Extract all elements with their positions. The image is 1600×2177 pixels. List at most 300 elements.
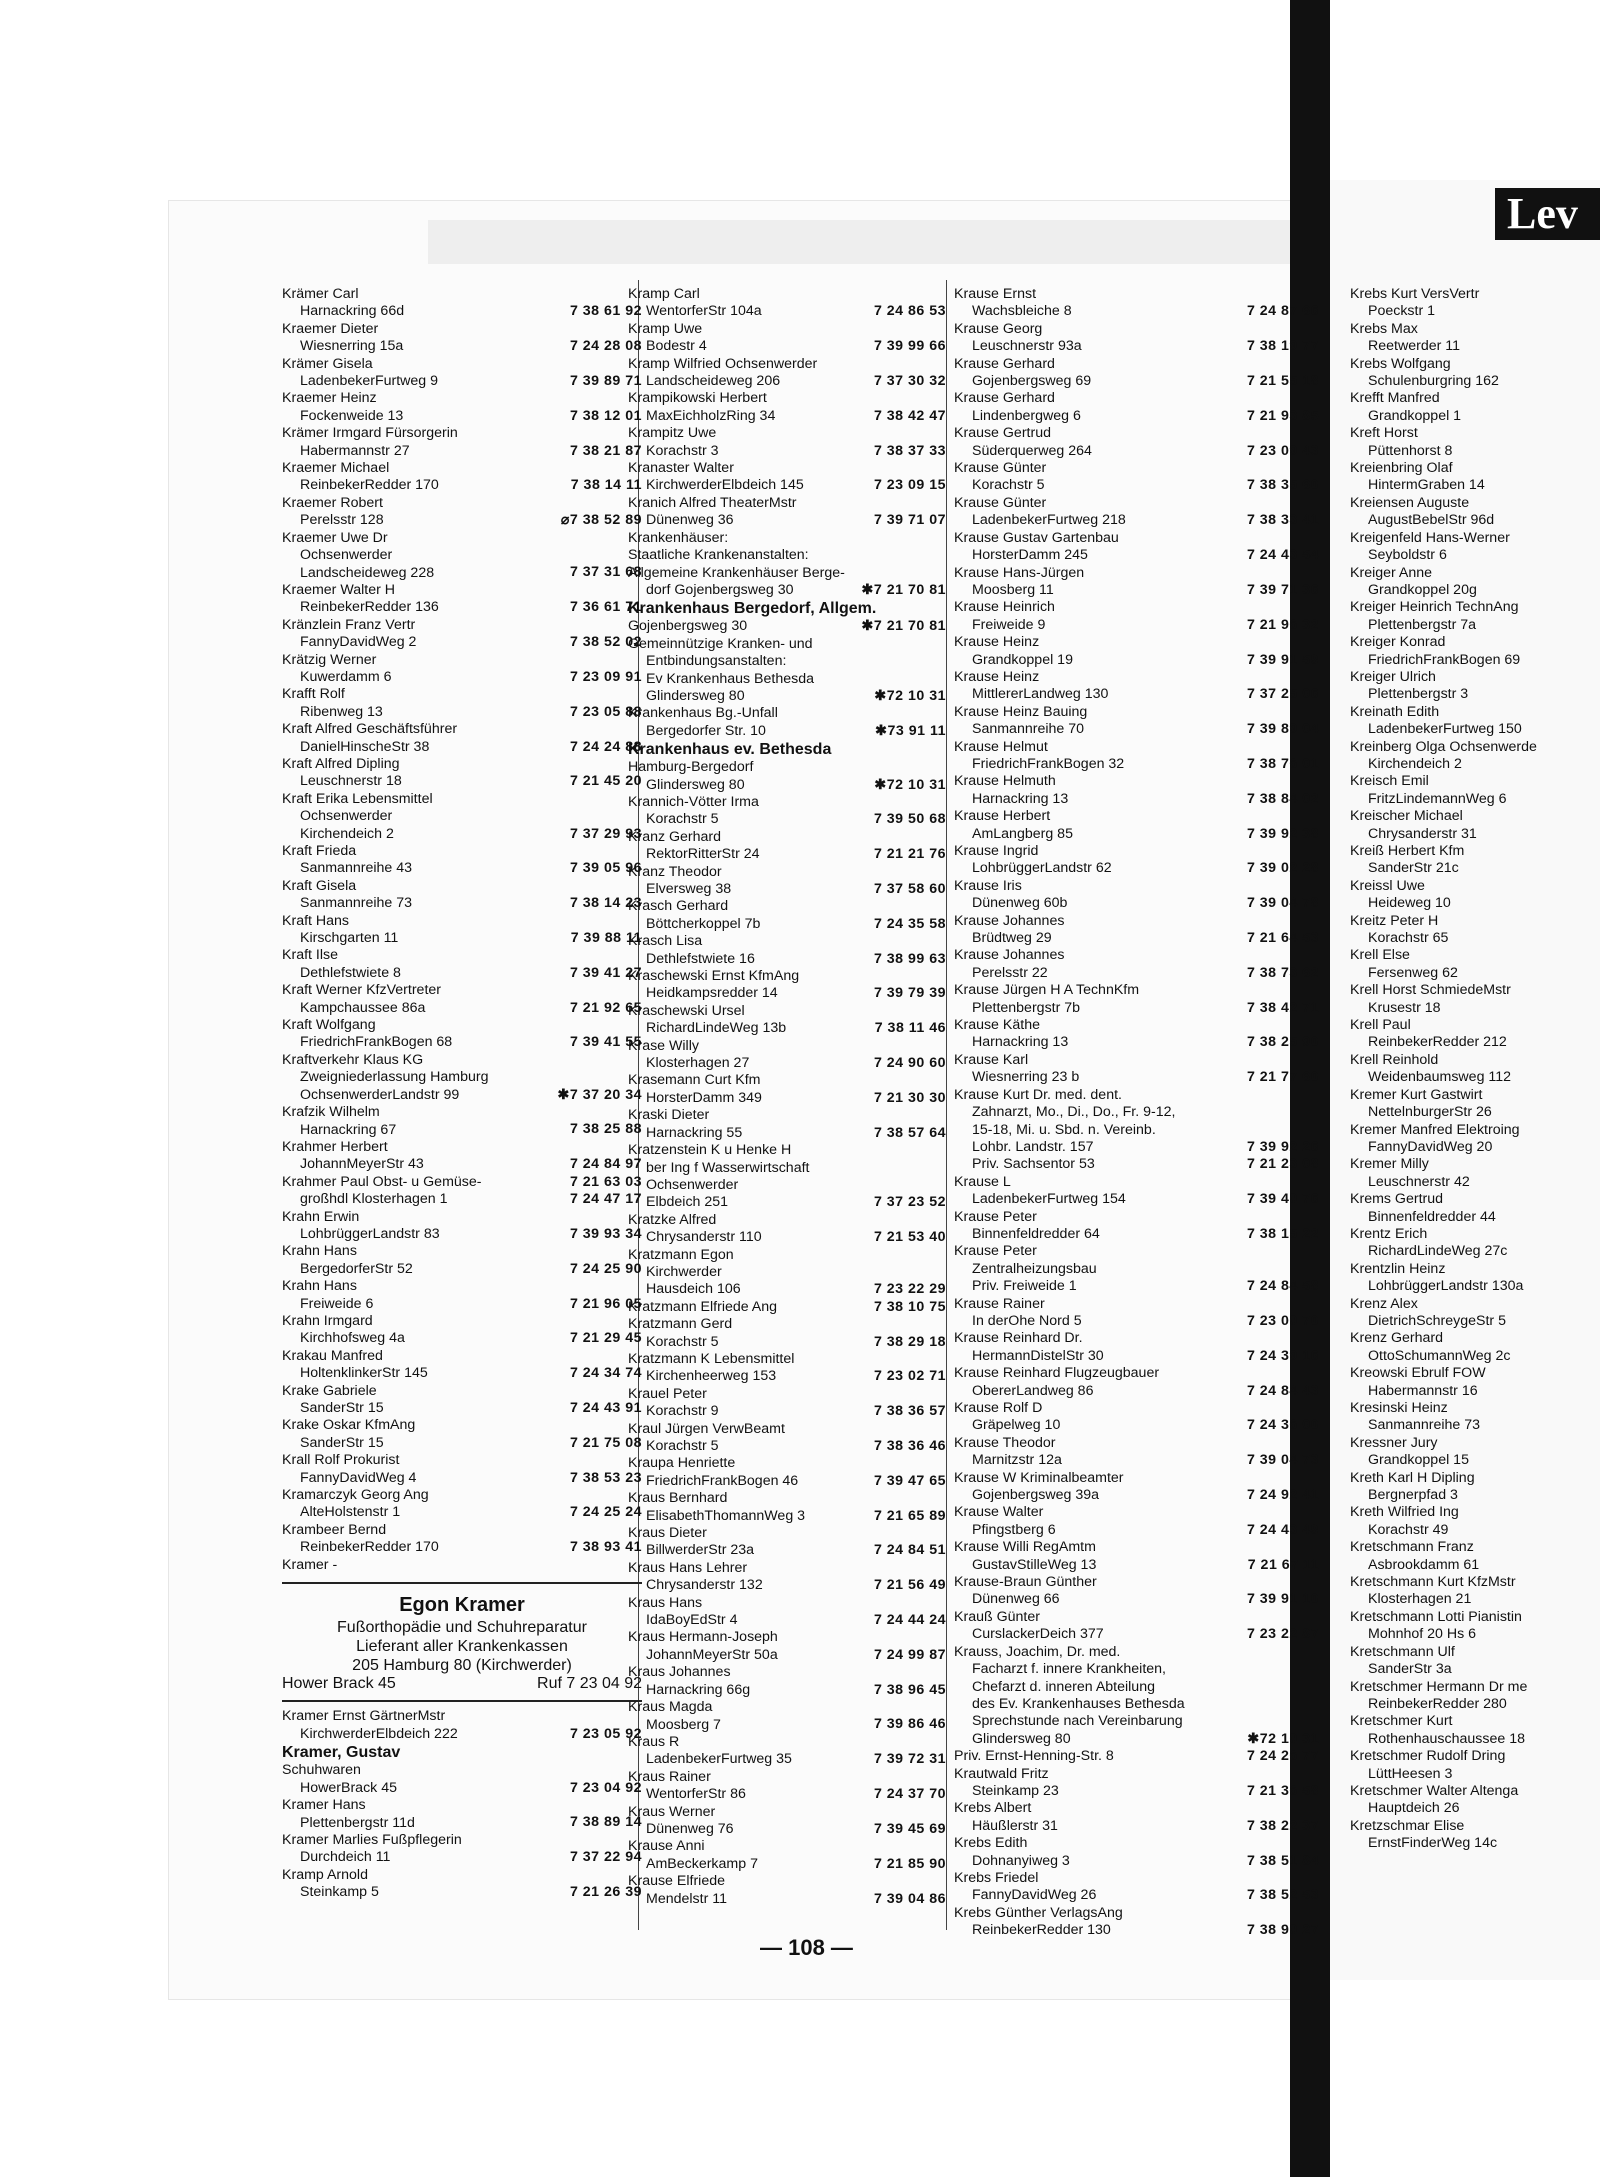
entry-phone: 7 21 21 76 bbox=[873, 846, 946, 863]
directory-entry bbox=[954, 1504, 1319, 1539]
entry-phone: 7 39 40 76 bbox=[1246, 1191, 1319, 1208]
entry-address: Chefarzt d. inneren Abteilung bbox=[972, 1678, 1155, 1695]
directory-entry bbox=[282, 947, 642, 982]
entry-phone: 7 38 12 01 bbox=[569, 407, 642, 424]
directory-entry bbox=[954, 1609, 1319, 1644]
entry-name: Kraschewski Ernst KfmAng bbox=[628, 968, 800, 985]
directory-entry bbox=[1350, 1609, 1600, 1644]
entry-phone: 7 38 29 18 bbox=[873, 1333, 946, 1350]
entry-phone: 7 21 93 85 bbox=[1246, 407, 1319, 424]
entry-name: Kreitz Peter H bbox=[1350, 912, 1439, 929]
entry-name: Krause Ernst bbox=[954, 286, 1037, 302]
directory-entry bbox=[628, 864, 946, 899]
directory-entry bbox=[282, 1017, 642, 1052]
entry-address: Plettenbergstr 7b bbox=[972, 999, 1081, 1016]
entry-name: Kretschmer Rudolf Dring bbox=[1350, 1748, 1506, 1765]
entry-address: Leuschnerstr 93a bbox=[972, 338, 1082, 355]
entry-name: Kreinberg Olga Ochsenwerde bbox=[1350, 738, 1537, 755]
directory-entry bbox=[1350, 669, 1600, 704]
entry-address: AlteHolstenstr 1 bbox=[300, 1504, 401, 1521]
ad-title: Egon Kramer bbox=[399, 1594, 525, 1617]
entry-address: dorf Gojenbergsweg 30 bbox=[646, 581, 794, 598]
entry-phone: 7 38 52 53 bbox=[1246, 1887, 1319, 1904]
entry-address: FannyDavidWeg 26 bbox=[972, 1887, 1097, 1904]
directory-entry bbox=[954, 1174, 1319, 1209]
entry-phone: 7 24 43 54 bbox=[1246, 547, 1319, 564]
directory-entry bbox=[1350, 321, 1600, 356]
directory-entry bbox=[954, 1243, 1319, 1295]
entry-address: Bergnerpfad 3 bbox=[1368, 1487, 1458, 1504]
entry-name: Krause Günter bbox=[954, 494, 1047, 511]
directory-entry bbox=[1350, 1435, 1600, 1470]
entry-phone: 7 38 42 71 bbox=[1246, 999, 1319, 1016]
directory-entry bbox=[954, 321, 1319, 356]
directory-entry bbox=[282, 1243, 642, 1278]
entry-name: Krahn Hans bbox=[282, 1278, 357, 1295]
entry-address: Korachstr 49 bbox=[1368, 1521, 1449, 1538]
directory-entry bbox=[1350, 878, 1600, 913]
entry-address: HorsterDamm 245 bbox=[972, 547, 1088, 564]
directory-entry bbox=[954, 1644, 1319, 1748]
entry-name: Krause Gertrud bbox=[954, 425, 1051, 442]
entry-phone: 7 38 25 90 bbox=[1246, 1034, 1319, 1051]
directory-entry bbox=[1350, 843, 1600, 878]
entry-address: FriedrichFrankBogen 46 bbox=[646, 1472, 799, 1489]
entry-address: Dethlefstwiete 8 bbox=[300, 964, 401, 981]
entry-name: Krell Paul bbox=[1350, 1017, 1411, 1034]
directory-entry bbox=[954, 843, 1319, 878]
entry-name: Krebs Kurt VersVertr bbox=[1350, 286, 1480, 302]
entry-address: DanielHinscheStr 38 bbox=[300, 738, 430, 755]
ad-address: Hower Brack 45 bbox=[282, 1675, 396, 1693]
entry-address: Steinkamp 23 bbox=[972, 1782, 1059, 1799]
entry-phone: 7 38 61 92 bbox=[569, 303, 642, 320]
entry-phone: 7 38 89 14 bbox=[569, 1814, 642, 1831]
entry-name: Krase Willy bbox=[628, 1037, 699, 1054]
entry-name: Kraft Gisela bbox=[282, 877, 357, 894]
directory-entry bbox=[1350, 425, 1600, 460]
entry-address: SanderStr 15 bbox=[300, 1434, 384, 1451]
entry-phone: 7 24 25 90 bbox=[569, 1260, 642, 1277]
entry-name: Kramer Hans bbox=[282, 1797, 366, 1814]
directory-entry bbox=[1350, 1748, 1600, 1783]
directory-entry bbox=[282, 425, 642, 460]
entry-name: Kraemer Heinz bbox=[282, 390, 377, 407]
entry-name: Krause Theodor bbox=[954, 1434, 1056, 1451]
entry-address: Zahnarzt, Mo., Di., Do., Fr. 9-12, bbox=[972, 1104, 1176, 1121]
directory-entry bbox=[282, 1708, 642, 1743]
directory-entry bbox=[1350, 1017, 1600, 1052]
directory-entry bbox=[628, 636, 946, 706]
directory-entry bbox=[954, 739, 1319, 774]
entry-address: Mohnhof 20 Hs 6 bbox=[1368, 1626, 1477, 1643]
entry-address: Zentralheizungsbau bbox=[972, 1260, 1097, 1277]
entry-phone: 7 38 15 22 bbox=[1246, 1225, 1319, 1242]
entry-name: Krentzlin Heinz bbox=[1350, 1260, 1446, 1277]
entry-name: Kretschmann Lotti Pianistin bbox=[1350, 1608, 1522, 1625]
directory-entry bbox=[954, 773, 1319, 808]
directory-entry bbox=[1350, 356, 1600, 391]
entry-address: ber Ing f Wasserwirtschaft bbox=[646, 1159, 810, 1176]
entry-address: Korachstr 65 bbox=[1368, 930, 1449, 947]
entry-name: Kränzlein Franz Vertr bbox=[282, 616, 416, 633]
entry-phone: ✱72 10 31 bbox=[874, 687, 946, 704]
entry-phone: 7 39 92 38 bbox=[1246, 825, 1319, 842]
directory-entry bbox=[282, 1762, 642, 1797]
directory-entry bbox=[282, 321, 642, 356]
entry-address: Ribenweg 13 bbox=[300, 703, 383, 720]
directory-entry bbox=[628, 565, 946, 600]
entry-address: Glindersweg 80 bbox=[646, 776, 745, 793]
ad-phone: Ruf 7 23 04 92 bbox=[537, 1675, 642, 1693]
entry-address: Sanmannreihe 73 bbox=[1368, 1417, 1481, 1434]
entry-name: Krause Georg bbox=[954, 320, 1043, 337]
entry-address: Lindenbergweg 6 bbox=[972, 407, 1081, 424]
entry-name: Kramarczyk Georg Ang bbox=[282, 1487, 429, 1504]
entry-phone: 7 37 23 52 bbox=[873, 1194, 946, 1211]
entry-address: Fockenweide 13 bbox=[300, 407, 404, 424]
directory-entry bbox=[282, 1174, 642, 1209]
directory-entry bbox=[1350, 773, 1600, 808]
entry-name: Krankenhaus Bg.-Unfall bbox=[628, 705, 778, 722]
directory-entry bbox=[1350, 634, 1600, 669]
entry-address: FriedrichFrankBogen 68 bbox=[300, 1034, 453, 1051]
entry-address: Harnackring 66d bbox=[300, 303, 405, 320]
entry-name: Kraft Ilse bbox=[282, 947, 338, 964]
entry-phone: 7 39 04 73 bbox=[1246, 1452, 1319, 1469]
directory-entry bbox=[282, 843, 642, 878]
entry-name: Kreiensen Auguste bbox=[1350, 494, 1470, 511]
entry-phone: 7 39 88 11 bbox=[570, 930, 642, 947]
entry-address: Klosterhagen 21 bbox=[1368, 1591, 1472, 1608]
directory-entry bbox=[628, 705, 946, 740]
entry-phone: 7 37 58 60 bbox=[873, 880, 946, 897]
entry-phone: 7 38 51 84 bbox=[1246, 1852, 1319, 1869]
entry-address: Entbindungsanstalten: bbox=[646, 653, 787, 670]
directory-entry bbox=[628, 1769, 946, 1804]
entry-name: Krause Reinhard Dr. bbox=[954, 1330, 1083, 1347]
directory-entry bbox=[628, 1421, 946, 1456]
right-page-tab: Lev bbox=[1495, 188, 1600, 240]
entry-address: Seyboldstr 6 bbox=[1368, 547, 1447, 564]
entry-name: Krems Gertrud bbox=[1350, 1191, 1444, 1208]
entry-name: Kramp Arnold bbox=[282, 1866, 368, 1883]
entry-phone: ✱7 21 70 81 bbox=[861, 618, 946, 635]
entry-name: Kramer Ernst GärtnerMstr bbox=[282, 1708, 446, 1725]
entry-address: großhdl Klosterhagen 1 bbox=[300, 1191, 448, 1208]
entry-address: BillwerderStr 23a bbox=[646, 1542, 755, 1559]
entry-address: Chrysanderstr 110 bbox=[646, 1229, 762, 1246]
entry-name: Krambeer Bernd bbox=[282, 1521, 387, 1538]
entry-address: Freiweide 9 bbox=[972, 616, 1046, 633]
entry-name: Krautwald Fritz bbox=[954, 1765, 1049, 1782]
directory-entry bbox=[954, 460, 1319, 495]
entry-phone: 7 23 22 87 bbox=[1246, 1626, 1319, 1643]
directory-entry bbox=[954, 390, 1319, 425]
entry-name: Krause Reinhard Flugzeugbauer bbox=[954, 1365, 1160, 1382]
directory-entry bbox=[282, 1867, 642, 1902]
entry-phone: 7 38 36 57 bbox=[873, 1403, 946, 1420]
directory-entry bbox=[1350, 1365, 1600, 1400]
entry-phone: 7 21 36 58 bbox=[1246, 1782, 1319, 1799]
entry-address: Plettenbergstr 7a bbox=[1368, 616, 1477, 633]
directory-entry bbox=[1350, 1679, 1600, 1714]
directory-entry bbox=[954, 599, 1319, 634]
directory-entry bbox=[628, 759, 946, 794]
section-heading: Krankenhaus Bergedorf, Allgem. bbox=[628, 600, 877, 618]
entry-address: Leuschnerstr 42 bbox=[1368, 1173, 1470, 1190]
directory-entry bbox=[1350, 286, 1600, 321]
entry-phone: 7 38 99 63 bbox=[873, 950, 946, 967]
directory-entry bbox=[1350, 599, 1600, 634]
page-number: — 108 — bbox=[760, 1935, 853, 1960]
entry-phone: 7 21 92 65 bbox=[569, 999, 642, 1016]
directory-entry bbox=[954, 1400, 1319, 1435]
entry-name: Kraus Dieter bbox=[628, 1525, 707, 1542]
entry-address: LüttHeesen 3 bbox=[1368, 1765, 1453, 1782]
directory-entry bbox=[282, 1832, 642, 1867]
entry-address: Glindersweg 80 bbox=[646, 687, 745, 704]
entry-name: Kranaster Walter bbox=[628, 460, 734, 477]
entry-name: Kratzenstein K u Henke H bbox=[628, 1142, 792, 1159]
entry-name: Kraus Werner bbox=[628, 1803, 716, 1820]
entry-phone: 7 39 05 96 bbox=[569, 860, 642, 877]
entry-phone: 7 24 43 91 bbox=[569, 1399, 642, 1416]
entry-name: Kratzmann Gerd bbox=[628, 1316, 733, 1333]
entry-phone: 7 39 99 66 bbox=[873, 338, 946, 355]
entry-phone: ✱7 21 70 81 bbox=[861, 581, 946, 598]
entry-address: Grandkoppel 20g bbox=[1368, 581, 1477, 598]
entry-phone: 7 39 92 26 bbox=[1246, 1138, 1319, 1155]
entry-name: Kraul Jürgen VerwBeamt bbox=[628, 1420, 785, 1437]
directory-entry bbox=[1350, 495, 1600, 530]
directory-entry bbox=[628, 1212, 946, 1247]
entry-address: Wiesnerring 23 b bbox=[972, 1069, 1080, 1086]
entry-phone: 7 21 63 03 bbox=[569, 1173, 642, 1190]
directory-entry bbox=[628, 1247, 946, 1299]
entry-phone: 7 38 25 88 bbox=[569, 1121, 642, 1138]
directory-entry bbox=[954, 1835, 1319, 1870]
entry-phone: 7 39 04 86 bbox=[873, 1890, 946, 1907]
entry-phone: 7 21 75 08 bbox=[569, 1434, 642, 1451]
entry-address: GustavStilleWeg 13 bbox=[972, 1556, 1097, 1573]
entry-name: Krause Ingrid bbox=[954, 843, 1039, 859]
entry-address: Durchdeich 11 bbox=[300, 1849, 391, 1866]
directory-entry bbox=[1350, 1226, 1600, 1261]
entry-address: JohannMeyerStr 43 bbox=[300, 1156, 424, 1173]
entry-name: Krall Rolf Prokurist bbox=[282, 1452, 400, 1469]
directory-entry bbox=[628, 390, 946, 425]
entry-address: Grandkoppel 15 bbox=[1368, 1452, 1469, 1469]
entry-name: Krause Heinrich bbox=[954, 599, 1055, 616]
entry-phone: 7 39 93 34 bbox=[569, 1225, 642, 1242]
entry-address: Süderquerweg 264 bbox=[972, 442, 1092, 459]
entry-name: Krause Käthe bbox=[954, 1017, 1040, 1034]
entry-name: Krahmer Herbert bbox=[282, 1138, 388, 1155]
entry-name: Hamburg-Bergedorf bbox=[628, 759, 754, 776]
directory-entry bbox=[1350, 1087, 1600, 1122]
entry-phone: 7 38 33 41 bbox=[1246, 512, 1319, 529]
directory-entry bbox=[1350, 530, 1600, 565]
entry-phone: 7 24 26 77 bbox=[1246, 1748, 1319, 1765]
entry-address: Korachstr 5 bbox=[972, 477, 1045, 494]
entry-phone: 7 39 91 59 bbox=[1246, 651, 1319, 668]
entry-phone: 7 21 85 90 bbox=[873, 1855, 946, 1872]
entry-address: Bergedorfer Str. 10 bbox=[646, 722, 766, 739]
entry-phone: 7 23 05 88 bbox=[569, 703, 642, 720]
entry-address: Perelsstr 128 bbox=[300, 512, 384, 529]
entry-phone: 7 21 67 11 bbox=[1247, 1556, 1319, 1573]
entry-name: Krannich-Vötter Irma bbox=[628, 793, 759, 810]
entry-name: Krause Heinz Bauing bbox=[954, 703, 1088, 720]
directory-entry bbox=[628, 1734, 946, 1769]
directory-entry bbox=[628, 530, 946, 547]
entry-phone: 7 38 36 46 bbox=[873, 1437, 946, 1454]
entry-address: Zweigniederlassung Hamburg bbox=[300, 1069, 489, 1086]
entry-name: Kreigenfeld Hans-Werner bbox=[1350, 529, 1510, 546]
entry-address: KirchwerderElbdeich 222 bbox=[300, 1725, 458, 1742]
entry-address: Sanmannreihe 70 bbox=[972, 721, 1085, 738]
entry-name: Krause Hans-Jürgen bbox=[954, 564, 1085, 581]
directory-entry bbox=[282, 982, 642, 1017]
directory-entry bbox=[628, 898, 946, 933]
entry-name: Gojenbergsweg 30 bbox=[628, 618, 748, 635]
directory-entry bbox=[954, 1574, 1319, 1609]
entry-address: WentorferStr 86 bbox=[646, 1786, 746, 1803]
entry-address: Moosberg 7 bbox=[646, 1716, 721, 1733]
entry-address: Wachsbleiche 8 bbox=[972, 303, 1072, 320]
entry-phone: 7 37 22 94 bbox=[569, 1849, 642, 1866]
entry-address: Habermannstr 27 bbox=[300, 442, 410, 459]
entry-name: Kraemer Uwe Dr bbox=[282, 529, 388, 546]
directory-entry bbox=[282, 1278, 642, 1313]
entry-address: Mendelstr 11 bbox=[646, 1890, 727, 1907]
entry-address: ReinbekerRedder 130 bbox=[972, 1922, 1111, 1939]
section-heading: Krankenhaus ev. Bethesda bbox=[628, 741, 832, 759]
directory-entry bbox=[628, 321, 946, 356]
directory-entry bbox=[954, 1905, 1319, 1940]
listing-column-2 bbox=[628, 286, 946, 1908]
entry-phone: 7 38 96 45 bbox=[873, 1681, 946, 1698]
entry-address: Elversweg 38 bbox=[646, 881, 732, 897]
entry-address: Korachstr 5 bbox=[646, 1438, 719, 1454]
directory-entry bbox=[954, 1017, 1319, 1052]
entry-address: Harnackring 67 bbox=[300, 1121, 397, 1138]
entry-phone: 7 38 76 01 bbox=[1246, 755, 1319, 772]
entry-phone: 7 38 52 02 bbox=[569, 634, 642, 651]
entry-name: Krause Peter bbox=[954, 1243, 1037, 1260]
entry-address: Klosterhagen 27 bbox=[646, 1055, 750, 1072]
entry-name: Krasch Gerhard bbox=[628, 898, 729, 915]
entry-name: Kraft Alfred Geschäftsführer bbox=[282, 721, 458, 738]
entry-address: ReinbekerRedder 212 bbox=[1368, 1034, 1507, 1051]
entry-name: Gemeinnützige Kranken- und bbox=[628, 635, 813, 652]
entry-address: Sanmannreihe 73 bbox=[300, 895, 413, 912]
entry-phone: 7 39 41 55 bbox=[569, 1034, 642, 1051]
entry-phone: 7 37 31 68 bbox=[569, 564, 642, 581]
entry-name: Kramp Carl bbox=[628, 286, 700, 302]
entry-address: 15-18, Mi. u. Sbd. n. Vereinb. bbox=[972, 1121, 1156, 1138]
entry-phone: 7 24 84 51 bbox=[873, 1542, 946, 1559]
directory-entry bbox=[628, 1629, 946, 1664]
entry-address: Asbrookdamm 61 bbox=[1368, 1556, 1480, 1573]
entry-name: Krause Peter bbox=[954, 1208, 1037, 1225]
entry-name: Kraft Erika Lebensmittel bbox=[282, 790, 433, 807]
entry-name: Krahn Hans bbox=[282, 1243, 357, 1260]
entry-name: Kramp Wilfried Ochsenwerder bbox=[628, 355, 818, 372]
directory-entry bbox=[282, 686, 642, 721]
ad-line: Lieferant aller Krankenkassen bbox=[356, 1638, 568, 1656]
directory-entry bbox=[1350, 1052, 1600, 1087]
directory-entry bbox=[282, 1052, 642, 1104]
entry-address: des Ev. Krankenhauses Bethesda bbox=[972, 1695, 1185, 1712]
directory-entry bbox=[628, 1490, 946, 1525]
directory-entry bbox=[954, 982, 1319, 1017]
entry-name: Krahmer Paul Obst- u Gemüse- bbox=[282, 1173, 482, 1190]
entry-address: RektorRitterStr 24 bbox=[646, 846, 760, 863]
entry-name: Kretschmann Ulf bbox=[1350, 1643, 1455, 1660]
entry-name: Krause Johannes bbox=[954, 947, 1065, 964]
directory-entry bbox=[1350, 913, 1600, 948]
entry-phone: 7 39 47 65 bbox=[873, 1472, 946, 1489]
entry-address: AmLangberg 85 bbox=[972, 825, 1073, 842]
directory-entry bbox=[628, 286, 946, 321]
entry-address: Korachstr 9 bbox=[646, 1403, 719, 1420]
entry-name: Krause Helmut bbox=[954, 738, 1048, 755]
entry-address: OttoSchumannWeg 2c bbox=[1368, 1347, 1511, 1364]
directory-entry bbox=[954, 1052, 1319, 1087]
entry-address: MaxEichholzRing 34 bbox=[646, 407, 776, 424]
entry-phone: 7 39 45 69 bbox=[873, 1820, 946, 1837]
entry-name: Krebs Edith bbox=[954, 1835, 1028, 1852]
entry-name: Krätzig Werner bbox=[282, 651, 377, 668]
column-divider bbox=[946, 280, 947, 1930]
entry-name: Kraus Magda bbox=[628, 1699, 713, 1716]
entry-name: Kranich Alfred TheaterMstr bbox=[628, 494, 797, 511]
directory-entry bbox=[954, 565, 1319, 600]
directory-entry bbox=[282, 1104, 642, 1139]
entry-name: Kretschmann Franz bbox=[1350, 1539, 1474, 1556]
entry-name: Kranz Theodor bbox=[628, 863, 722, 880]
entry-phone: ✱72 10 31 bbox=[874, 776, 946, 793]
entry-address: Poeckstr 1 bbox=[1368, 303, 1436, 320]
entry-phone-secondary: 7 24 47 17 bbox=[569, 1191, 642, 1208]
entry-address: Kirchendeich 2 bbox=[300, 825, 394, 842]
entry-phone: 7 24 92 41 bbox=[1246, 1487, 1319, 1504]
entry-phone: 7 38 53 23 bbox=[569, 1469, 642, 1486]
directory-entry bbox=[282, 530, 642, 582]
entry-address: LadenbekerFurtweg 9 bbox=[300, 373, 439, 390]
entry-name: Krause Herbert bbox=[954, 808, 1051, 825]
directory-entry bbox=[628, 1838, 946, 1873]
ad-line: 205 Hamburg 80 (Kirchwerder) bbox=[352, 1657, 572, 1675]
directory-entry bbox=[1350, 808, 1600, 843]
entry-name: Krebs Friedel bbox=[954, 1869, 1039, 1886]
entry-phone: 7 38 10 75 bbox=[873, 1298, 946, 1315]
entry-phone: 7 39 79 39 bbox=[873, 985, 946, 1002]
directory-entry bbox=[954, 1800, 1319, 1835]
entry-address: Binnenfeldredder 44 bbox=[1368, 1208, 1496, 1225]
directory-entry bbox=[282, 582, 642, 617]
directory-entry bbox=[282, 1348, 642, 1383]
entry-phone: 7 39 89 04 bbox=[1246, 721, 1319, 738]
entry-address: Heidkampsredder 14 bbox=[646, 985, 778, 1002]
directory-entry bbox=[628, 1664, 946, 1699]
entry-name: Kretschmer Hermann Dr me bbox=[1350, 1678, 1528, 1695]
entry-name: Kreft Horst bbox=[1350, 425, 1418, 442]
entry-address: Kirchwerder bbox=[646, 1263, 722, 1280]
entry-name: Kraus Bernhard bbox=[628, 1490, 728, 1507]
